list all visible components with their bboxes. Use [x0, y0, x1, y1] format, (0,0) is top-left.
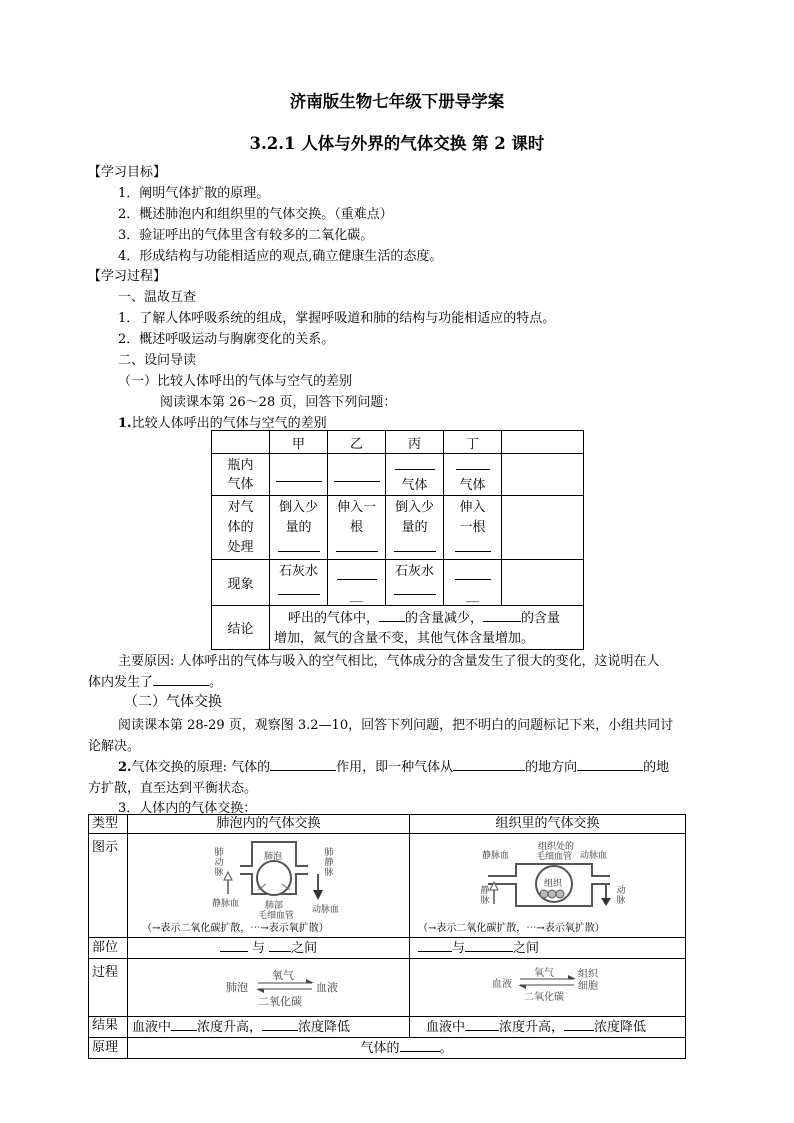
pulmonary-artery-label: 肺 动 脉 [214, 848, 224, 878]
part2-reading-1: 阅读课本第 28-29 页，观察图 3.2—10，回答下列问题，把不明白的问题标记下来，小组共同讨 [118, 718, 674, 733]
row-process-label: 过程 [89, 959, 128, 1017]
compare-table [211, 430, 584, 650]
tissue-capillary-label: 毛细血管 [536, 852, 573, 862]
goals-heading: 【学习目标】 [88, 165, 167, 180]
blank[interactable] [418, 938, 452, 952]
blank[interactable] [276, 468, 322, 482]
artery-label: 动 脉 [616, 886, 626, 906]
blank[interactable] [153, 672, 209, 686]
lesson-title: 3.2.1 人体与外界的气体交换 第 2 课时 [249, 134, 545, 153]
treatment-cell: 倒入少 量的 [386, 496, 444, 560]
reason-line-2: 体内发生了 。 [88, 671, 222, 690]
tissue-figure-caption: （→表示二氧化碳扩散，⋯→表示氧扩散） [418, 923, 605, 934]
blank[interactable] [278, 581, 320, 595]
blank[interactable] [400, 1038, 440, 1052]
treatment-cell: 伸入一 根 [328, 496, 386, 560]
process-lung [128, 959, 410, 1017]
row-figure-label: 图示 [89, 834, 128, 938]
process-top: 氧气 [272, 969, 294, 982]
row-label-phenomenon: 现象 [212, 560, 270, 606]
blank[interactable] [337, 566, 377, 580]
process-top: 氧气 [534, 968, 554, 979]
review-heading: 一、温故互查 [118, 290, 197, 305]
question-3: 3．人体内的气体交换： [118, 801, 257, 816]
blank[interactable] [220, 938, 248, 952]
process-bottom: 二氧化碳 [258, 995, 302, 1008]
col-lung: 肺泡内的气体交换 [128, 815, 410, 834]
blank[interactable] [453, 757, 525, 771]
col-tissue: 组织里的气体交换 [410, 815, 686, 834]
process-right: 组织细胞 [578, 969, 598, 992]
blank[interactable] [564, 1017, 594, 1031]
blank[interactable] [394, 538, 436, 552]
goal-item: 4．形成结构与功能相适应的观点,确立健康生活的态度。 [118, 249, 443, 264]
capillary-label: 肺部 [265, 901, 284, 911]
row-site-label: 部位 [89, 938, 128, 959]
alveolus-label: 肺泡 [264, 852, 283, 862]
tissue-process-diagram [410, 959, 685, 1016]
venous-blood-label: 静脉血 [482, 851, 510, 861]
blank[interactable] [465, 1017, 499, 1031]
phenomenon-tail: __ [350, 588, 363, 603]
guide-heading: 二、设问导读 [118, 353, 197, 368]
pulmonary-vein-label: 肺 静 脉 [324, 848, 334, 878]
phenomenon-text: 石灰水 [394, 564, 434, 579]
capillary-label: 毛细血管 [258, 911, 295, 921]
blank[interactable] [379, 608, 405, 622]
process-right: 血液 [316, 981, 338, 994]
blank[interactable] [270, 757, 336, 771]
row-label-conclusion: 结论 [212, 606, 270, 650]
site-lung: 与 之间 [128, 938, 410, 959]
principle-cell: 气体的 。 [128, 1038, 686, 1059]
tissue-figure-cell [410, 834, 686, 938]
treatment-cell: 伸入 一根 [444, 496, 502, 560]
process-left: 血液 [492, 979, 512, 990]
arterial-blood-label: 动脉血 [580, 851, 608, 861]
col-header: 甲 [270, 431, 328, 454]
goal-item: 1．阐明气体扩散的原理。 [118, 186, 270, 201]
tissue-diagram [410, 834, 685, 937]
blank[interactable] [334, 468, 380, 482]
conclusion-cell: 呼出的气体中， 的含量减少， 的含量 增加，氮气的含量不变，其他气体含量增加。 [270, 606, 584, 650]
process-bottom: 二氧化碳 [524, 992, 564, 1003]
arterial-blood-label: 动脉血 [312, 905, 340, 915]
question-2: 2.气体交换的原理: 气体的 作用，即一种气体从 的地方向 的地 [118, 756, 669, 775]
site-tissue: 与 之间 [410, 938, 686, 959]
lung-process-diagram [128, 959, 409, 1016]
blank[interactable] [465, 938, 513, 952]
part1-heading: （一）比较人体呼出的气体与空气的差别 [118, 374, 353, 389]
reason-line-1: 主要原因: 人体呼出的气体与吸入的空气相比，气体成分的含量发生了很大的变化，这说明在人 [118, 654, 660, 669]
col-header: 乙 [328, 431, 386, 454]
result-lung: 血液中 浓度升高， 浓度降低 [128, 1017, 410, 1038]
row-label-gas: 瓶内 气体 [212, 454, 270, 496]
blank[interactable] [336, 538, 378, 552]
goal-item: 3．验证呼出的气体里含有较多的二氧化碳。 [118, 228, 374, 243]
process-left: 肺泡 [226, 981, 248, 994]
blank[interactable] [269, 938, 291, 952]
process-tissue [410, 959, 686, 1017]
gas-suffix: 气体 [459, 478, 486, 493]
venous-blood-label: 静脉血 [212, 899, 240, 909]
treatment-cell: 倒入少 量的 [270, 496, 328, 560]
phenomenon-tail: __ [466, 588, 479, 603]
tissue-label: 组织 [544, 879, 563, 889]
part2-heading: （二）气体交换 [124, 694, 222, 710]
row-principle-label: 原理 [89, 1038, 128, 1059]
blank[interactable] [455, 566, 491, 580]
blank[interactable] [394, 581, 436, 595]
question-1: 1.比较人体呼出的气体与空气的差别 [118, 416, 327, 431]
process-heading: 【学习过程】 [88, 269, 167, 284]
row-label-treatment: 对气 体的 处理 [212, 496, 270, 560]
exchange-table [88, 814, 686, 1059]
review-item: 2．概述呼吸运动与胸廓变化的关系。 [118, 332, 335, 347]
col-type: 类型 [89, 815, 128, 834]
part1-reading: 阅读课本第 26～28 页，回答下列问题： [160, 395, 397, 410]
blank[interactable] [278, 538, 320, 552]
phenomenon-text: 石灰水 [278, 564, 318, 579]
gas-suffix: 气体 [401, 478, 428, 493]
lung-figure-caption: （→表示二氧化碳扩散，⋯→表示氧扩散） [142, 923, 329, 934]
blank[interactable] [262, 1017, 298, 1031]
blank[interactable] [171, 1017, 197, 1031]
result-tissue: 血液中 浓度升高， 浓度降低 [410, 1017, 686, 1038]
question-2-cont: 方扩散，直至达到平衡状态。 [88, 781, 258, 796]
blank[interactable] [483, 608, 521, 622]
blank[interactable] [456, 456, 490, 470]
tissue-capillary-label: 组织处的 [538, 842, 575, 852]
lung-figure-cell [128, 834, 410, 938]
lung-diagram [128, 834, 409, 937]
row-result-label: 结果 [89, 1017, 128, 1038]
document-title: 济南版生物七年级下册导学案 [289, 92, 505, 111]
part2-reading-2: 论解决。 [88, 739, 141, 754]
blank[interactable] [577, 757, 643, 771]
review-item: 1．了解人体呼吸系统的组成，掌握呼吸道和肺的结构与功能相适应的特点。 [118, 311, 556, 326]
goal-item: 2．概述肺泡内和组织里的气体交换。（重难点） [118, 207, 393, 222]
blank[interactable] [455, 538, 491, 552]
vein-label: 静 脉 [480, 886, 490, 906]
col-header: 丁 [444, 431, 502, 454]
blank[interactable] [395, 456, 435, 470]
col-header: 丙 [386, 431, 444, 454]
